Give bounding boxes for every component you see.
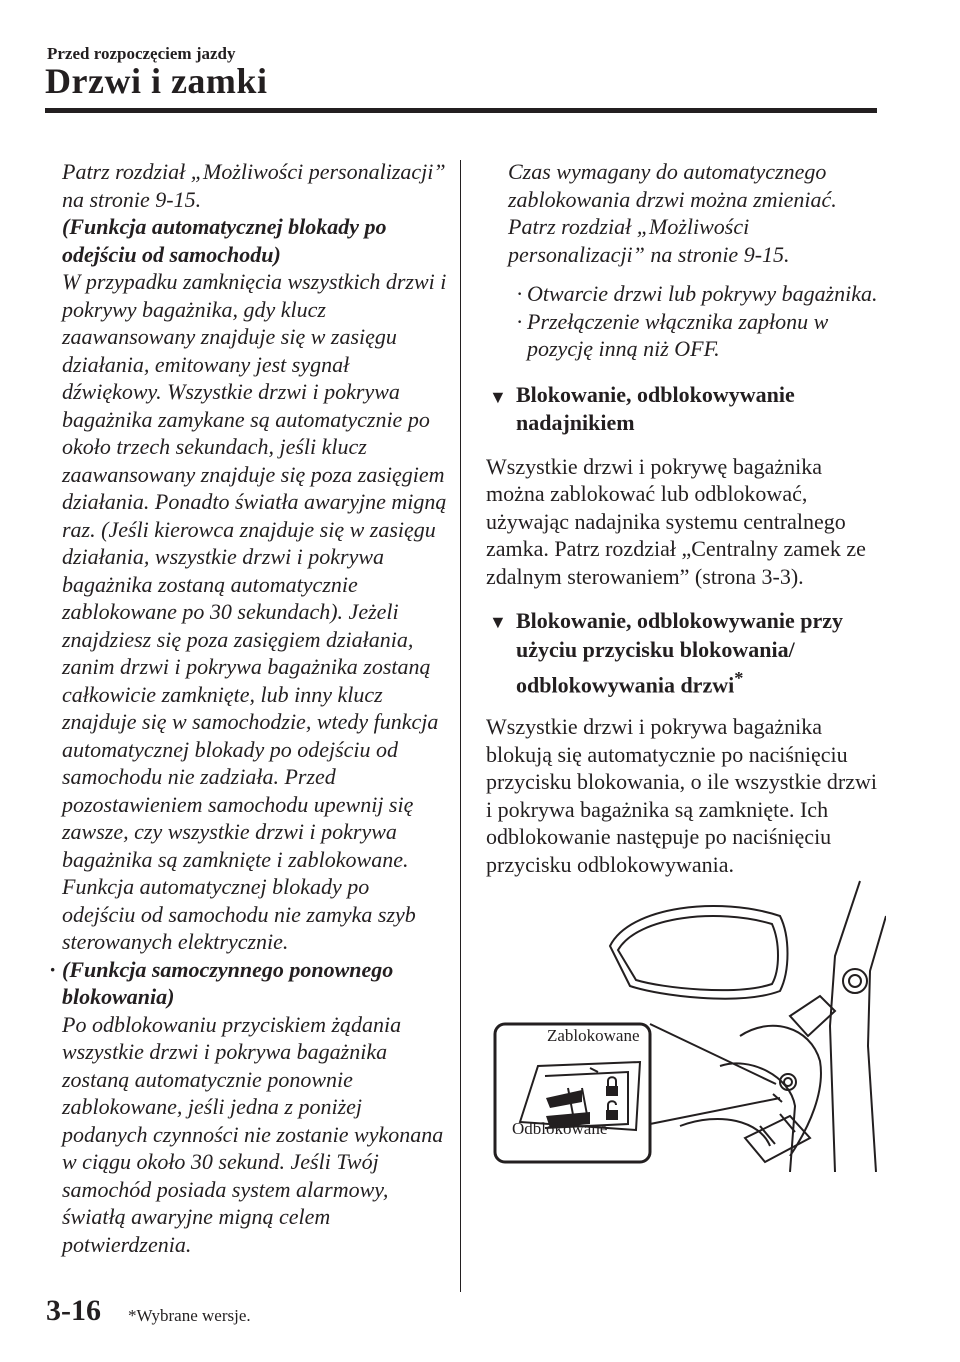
section-heading-lock-switch: ▼ Blokowanie, odblokowywanie przy użyciu przycisku blokowania/ odblokowywania drzwi* [489,608,843,698]
door-panel-illustration [490,876,886,1172]
right-paragraph-1: Czas wymagany do automatycznego zablokowania drzwi można zmieniać. Patrz rozdział „Możliwości personalizacji” na stronie 9-15. [508,159,837,267]
page-title: Drzwi i zamki [45,61,268,101]
breadcrumb: Przed rozpoczęciem jazdy [47,44,236,63]
right-bullet-1: · Otwarcie drzwi lub pokrywy bagażnika. [516,281,878,306]
door-lock-switch-figure [490,876,886,1172]
footnote: *Wybrane wersje. [128,1306,251,1325]
bullet-dot: · [516,308,524,334]
title-rule [45,108,877,113]
column-separator [460,160,461,1292]
left-paragraph-3: Po odblokowaniu przyciskiem żądania wszystkie drzwi i pokrywa bagażnika zostaną automatycznie ponownie zablokowane, jeśli jedna z poniżej podanych czynności nie zostanie wykonana w ciągu około 30 sekund. Jeśli Twój samochód posiada system alarmowy, światłą awaryjne migną celem potwierdzenia. [62,1011,444,1257]
label-locked: Zablokowane [547,1026,640,1045]
optional-mark: * [734,668,744,688]
triangle-down-icon: ▼ [489,612,507,632]
section-heading-transmitter: ▼ Blokowanie, odblokowywanie nadajnikiem [489,381,795,435]
right-paragraph-3: Wszystkie drzwi i pokrywa bagażnika blokują się automatycznie po naciśnięciu przycisku blokowania, o ile wszystkie drzwi i pokrywa bagażnika są zamknięte. Ich odblokowanie następuje po naciśnięciu przycisku odblokowywania. [486,714,878,877]
label-unlocked: Odblokowane [512,1119,608,1138]
right-paragraph-2: Wszystkie drzwi i pokrywę bagażnika można zablokować lub odblokować, używając nadajnika systemu centralnego zamka. Patrz rozdział „Centralny zamek ze zdalnym sterowaniem” (strona 3-3). [486,453,866,589]
left-paragraph-2: W przypadku zamknięcia wszystkich drzwi i pokrywy bagażnika, gdy klucz zaawansowany znajduje się w zasięgu działania, emitowany jest sygnał dźwiękowy. Wszystkie drzwi i pokrywa bagażnika zamykane są automatycznie po około trzech sekundach, jeśli klucz zaawansowany znajduje się poza zasięgiem działania. Ponadto światła awaryjne migną raz. (Jeśli kierowca znajduje się w zasięgu działania, wszystkie drzwi i pokrywa bagażnika zostaną automatycznie zablokowane po 30 sekundach). Jeżeli znajdziesz się poza zasięgiem działania, zanim drzwi i pokrywa bagażnika zostaną całkowicie zamknięte, lub inny klucz znajduje się w samochodzie, wtedy funkcja automatycznej blokady po odejściu od samochodu nie zadziała. Przed pozostawieniem samochodu upewnij się zawsze, czy wszystkie drzwi i pokrywa bagażnika są zamknięte i zablokowane. Funkcja automatycznej blokady po odejściu od samochodu nie zamyka szyb sterowanych elektrycznie. [62,269,447,954]
left-heading-auto-lock: (Funkcja automatycznej blokady po odejściu od samochodu) [62,214,387,267]
right-column [486,158,881,878]
right-bullet-2: · Przełączenie włącznika zapłonu w pozycję inną niż OFF. [516,308,829,361]
left-paragraph-1: Patrz rozdział „Możliwości personalizacji” na stronie 9-15. [62,159,446,212]
bullet-dot: · [516,281,524,306]
triangle-down-icon: ▼ [489,386,507,407]
left-heading-relock: · (Funkcja samoczynnego ponownego blokowania) [49,956,394,1009]
bullet-dot: · [49,956,57,982]
left-column [49,158,447,1258]
page-number: 3-16 [46,1294,101,1327]
